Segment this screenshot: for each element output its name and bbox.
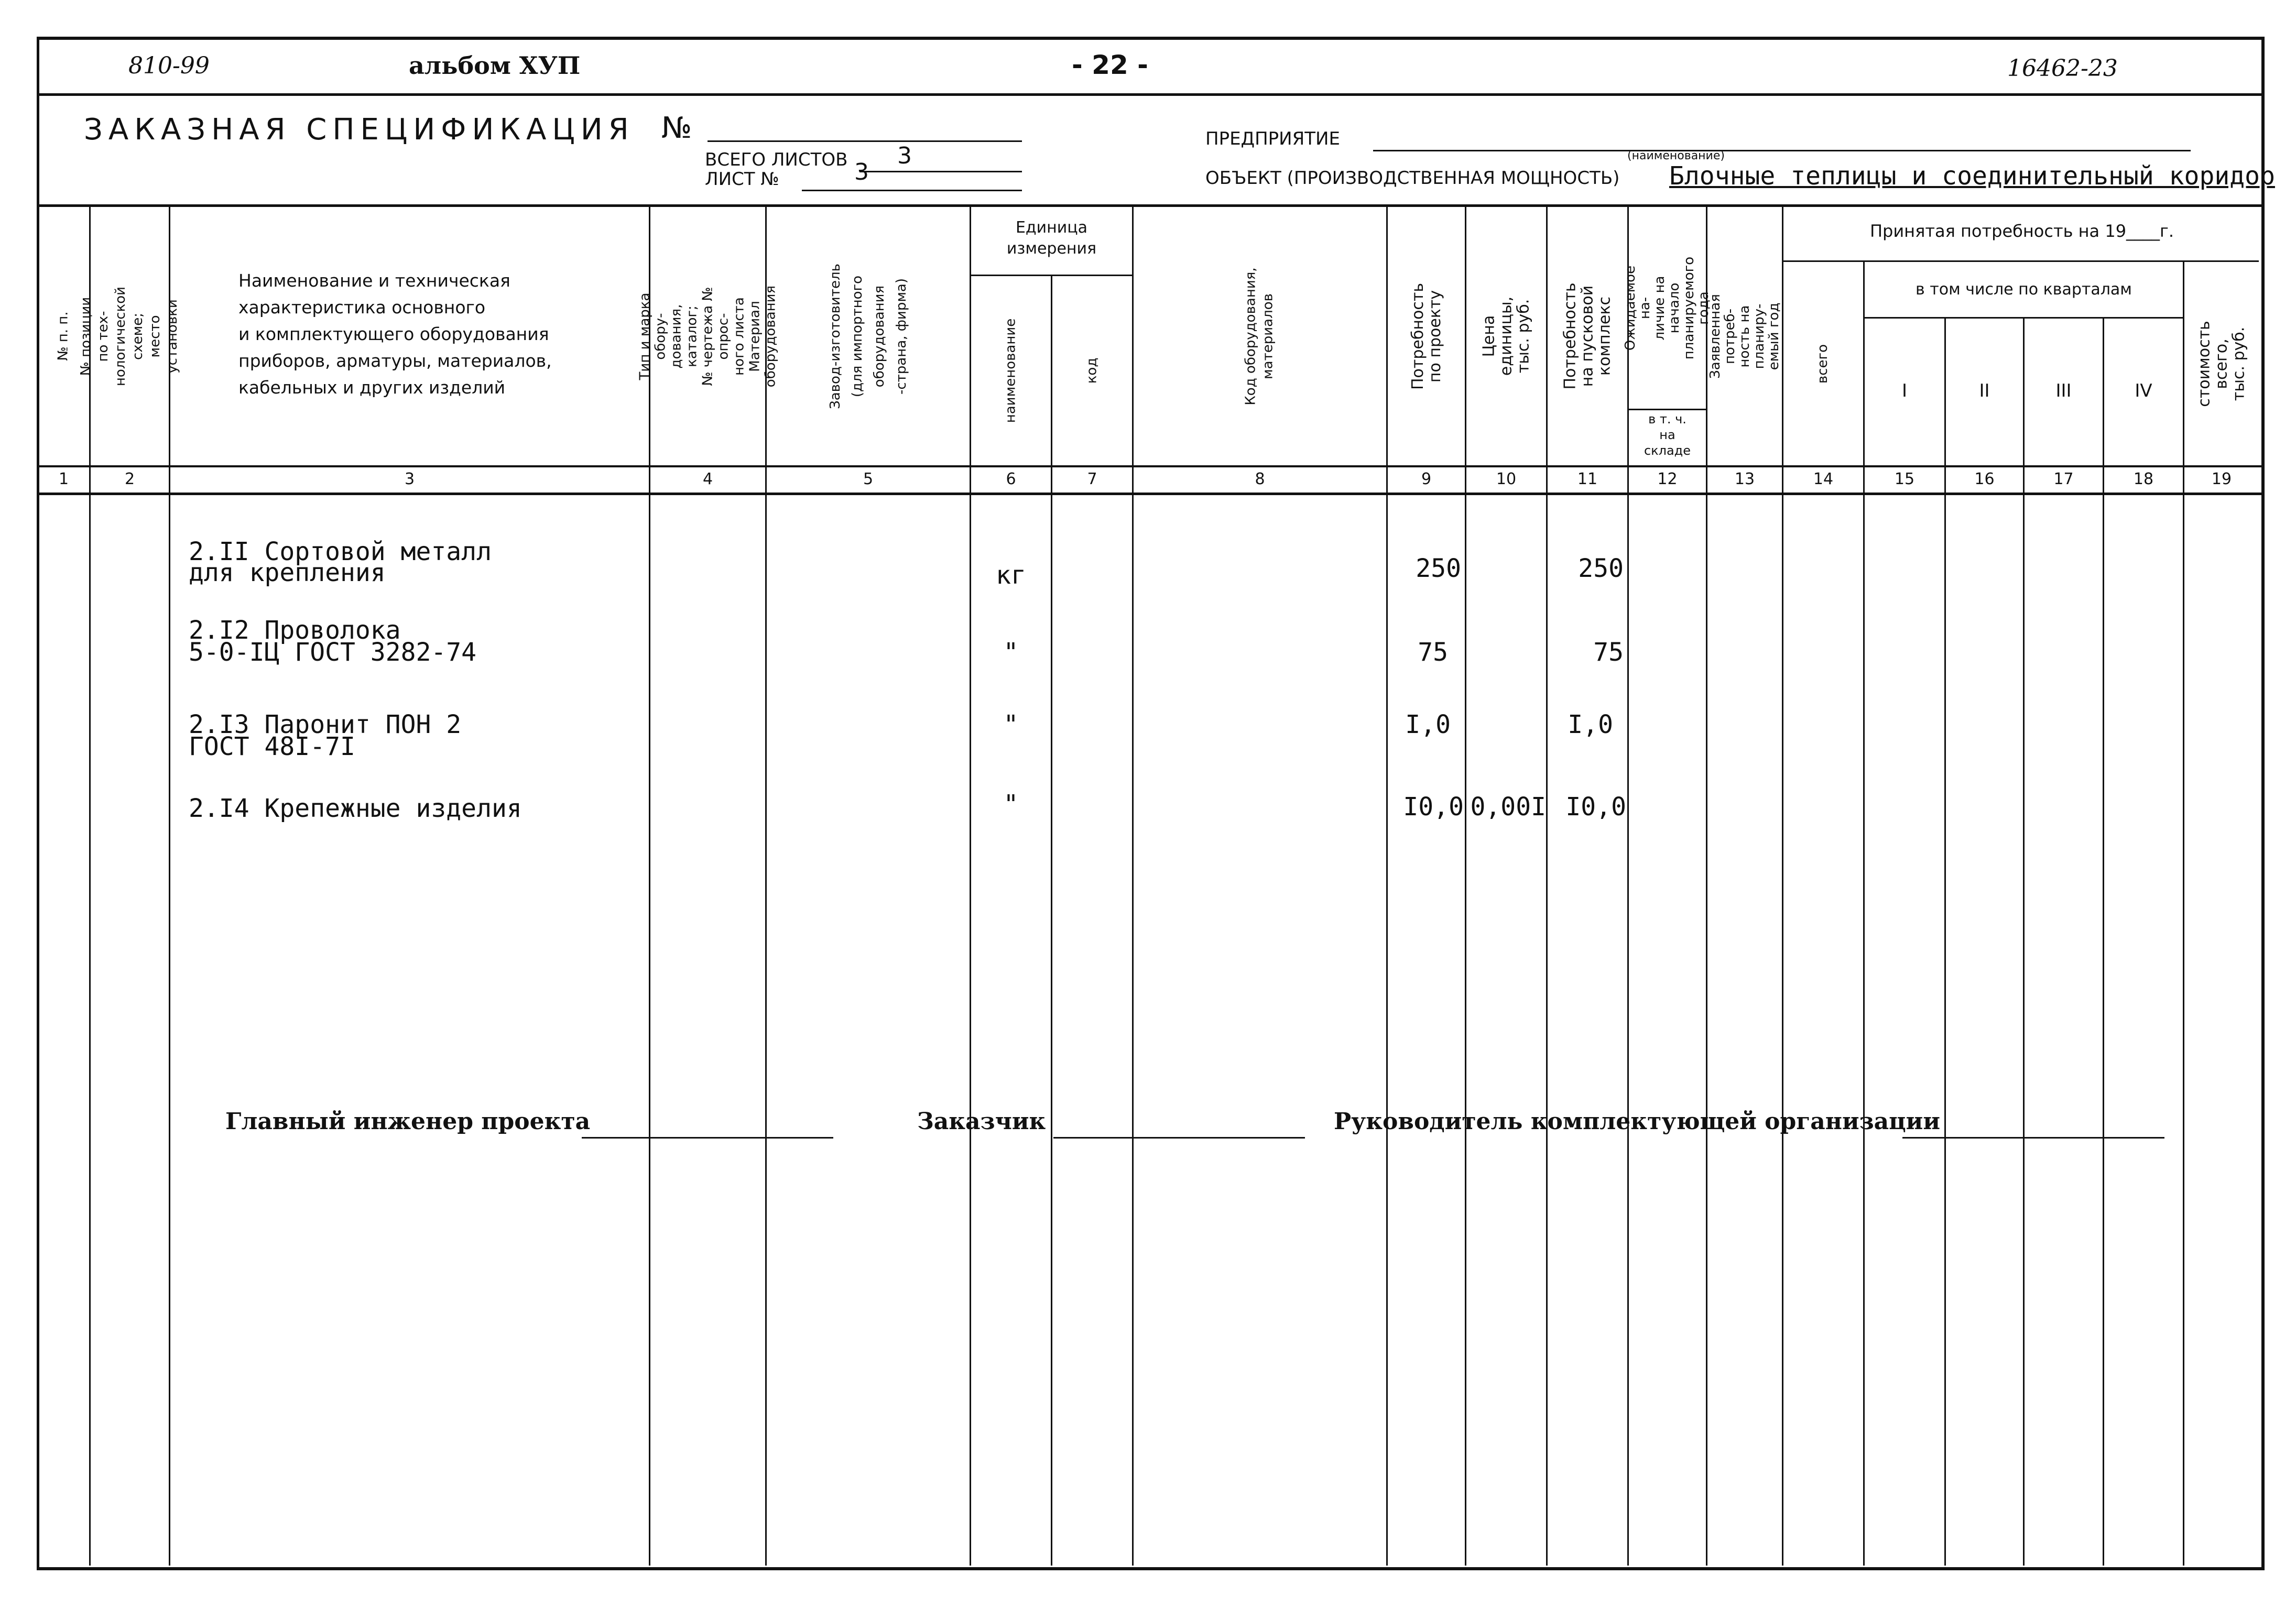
col-header-3: Наименование и техническая характеристика основного и комплектующего оборудования приборов, арматуры, материалов, кабельных и других изделий (238, 270, 552, 398)
accepted-group-header: Принятая потребность на 19____г. (1869, 221, 2174, 241)
item-unit: " (1003, 790, 1019, 819)
col-header-4: Тип и марка обору- дования, каталог; № чертежа № опрос- ного листа Материал оборудования (637, 285, 779, 387)
album-label: альбом ХУП (409, 51, 581, 80)
col-number: 10 (1496, 470, 1517, 488)
col-number: 17 (2053, 470, 2074, 488)
item-name-cont: 5-0-IЦ ГОСТ 3282-74 (189, 638, 477, 667)
col-header-8: Код оборудования, материалов (1243, 267, 1276, 406)
col-number: 18 (2133, 470, 2154, 488)
customer-line (1053, 1121, 1305, 1139)
item-name: 2.I3 Паронит ПОН 2 (189, 710, 462, 739)
col-number: 15 (1894, 470, 1915, 488)
col-header-19: стоимость всего, тыс. руб. (2195, 320, 2248, 407)
vline (169, 206, 170, 1566)
col-header-12: Ожидаемое на- личие на начало планируемого года (1623, 256, 1712, 359)
vline (1863, 260, 1865, 1566)
chief-engineer-line (582, 1121, 833, 1139)
col-header-q1: I (1901, 380, 1908, 401)
sheet-no-value: 3 (854, 159, 869, 185)
sheet-no-field (802, 167, 1022, 191)
col-header-q3: III (2055, 380, 2072, 401)
vline (1627, 206, 1629, 1566)
item-launch: 250 (1578, 554, 1624, 583)
col-number: 7 (1087, 470, 1097, 488)
col-header-q4: IV (2135, 380, 2152, 401)
naming-hint: (наименование) (1627, 149, 1725, 162)
col-number: 9 (1421, 470, 1432, 488)
vline (2023, 317, 2025, 1566)
col-header-1: № п. п. (55, 311, 71, 361)
sheet-no-label: ЛИСТ № (705, 169, 779, 190)
col-number: 16 (1974, 470, 1995, 488)
item-name: 2.II Сортовой металл (189, 537, 492, 566)
enterprise-field (1373, 127, 2191, 151)
col-number: 13 (1734, 470, 1755, 488)
col-header-5: Завод-изготовитель (для импортного оборудования -страна, фирма) (827, 263, 909, 409)
item-name: 2.I4 Крепежные изделия (189, 794, 522, 823)
object-label: ОБЪЕКТ (ПРОИЗВОДСТВЕННАЯ МОЩНОСТЬ) (1205, 168, 1620, 189)
enterprise-label: ПРЕДПРИЯТИЕ (1205, 128, 1340, 149)
top-right-code: 16462-23 (2007, 55, 2118, 82)
col-header-6: наименование (1003, 318, 1019, 423)
col-number: 19 (2211, 470, 2232, 488)
col-number: 3 (404, 470, 415, 488)
head-label: Руководитель комплектующей организации (1334, 1108, 1940, 1135)
page-number: - 22 - (1072, 50, 1148, 80)
item-unit: " (1003, 710, 1019, 739)
col-number: 6 (1006, 470, 1016, 488)
quarters-group-header: в том числе по кварталам (1916, 280, 2132, 299)
col-number: 4 (702, 470, 713, 488)
col-number-row-bottom (37, 493, 2262, 495)
unit-group-header: Единица измерения (1006, 218, 1097, 258)
col-header-2: № позиции по тех- нологической схеме; место установки (78, 286, 181, 386)
object-value: Блочные теплицы и соединительный коридор (1669, 161, 2275, 191)
col-header-10: Цена единицы, тыс. руб. (1479, 296, 1533, 376)
top-left-code: 810-99 (128, 52, 210, 79)
col-header-13: Заявленная потреб- ность на планиру- емый год (1707, 293, 1782, 379)
item-price: 0,00I (1470, 792, 1546, 822)
item-need: 75 (1418, 638, 1448, 667)
col-number: 2 (124, 470, 135, 488)
col-header-14: всего (1815, 344, 1831, 384)
item-name-cont: для крепления (189, 558, 386, 587)
col-number: 11 (1577, 470, 1598, 488)
col-header-9: Потребность по проекту (1408, 282, 1444, 390)
col-number: 8 (1255, 470, 1265, 488)
customer-label: Заказчик (917, 1108, 1046, 1135)
item-name-cont: ГОСТ 48I-7I (189, 732, 355, 761)
item-launch: 75 (1593, 638, 1624, 667)
chief-engineer-label: Главный инженер проекта (225, 1108, 591, 1135)
col-number: 1 (58, 470, 69, 488)
col-number: 12 (1657, 470, 1678, 488)
item-unit: кг (996, 561, 1026, 590)
sheets-total-label: ВСЕГО ЛИСТОВ (705, 149, 848, 170)
number-field (708, 116, 1022, 142)
vline (2103, 317, 2104, 1566)
document-title: ЗАКАЗНАЯ СПЕЦИФИКАЦИЯ (84, 113, 635, 147)
number-sign: № (661, 111, 692, 145)
sheets-total-value: 3 (897, 143, 912, 169)
col-header-11: Потребность на пусковой комплекс (1561, 282, 1614, 390)
col-header-12-sub: в т. ч. на складе (1644, 412, 1691, 458)
item-launch: I0,0 (1565, 792, 1626, 822)
col-number: 14 (1813, 470, 1834, 488)
item-launch: I,0 (1568, 710, 1613, 739)
head-line (1902, 1121, 2164, 1139)
item-name: 2.I2 Проволока (189, 616, 401, 645)
col-number: 5 (863, 470, 874, 488)
col-header-7: код (1084, 357, 1100, 384)
item-unit: " (1003, 638, 1019, 667)
item-need: I0,0 (1403, 792, 1464, 822)
divider-line (37, 93, 2262, 96)
vline (1944, 317, 1946, 1566)
item-need: 250 (1416, 554, 1461, 583)
col12-sub-rule (1627, 409, 1706, 410)
col-header-q2: II (1979, 380, 1990, 401)
item-need: I,0 (1405, 710, 1451, 739)
